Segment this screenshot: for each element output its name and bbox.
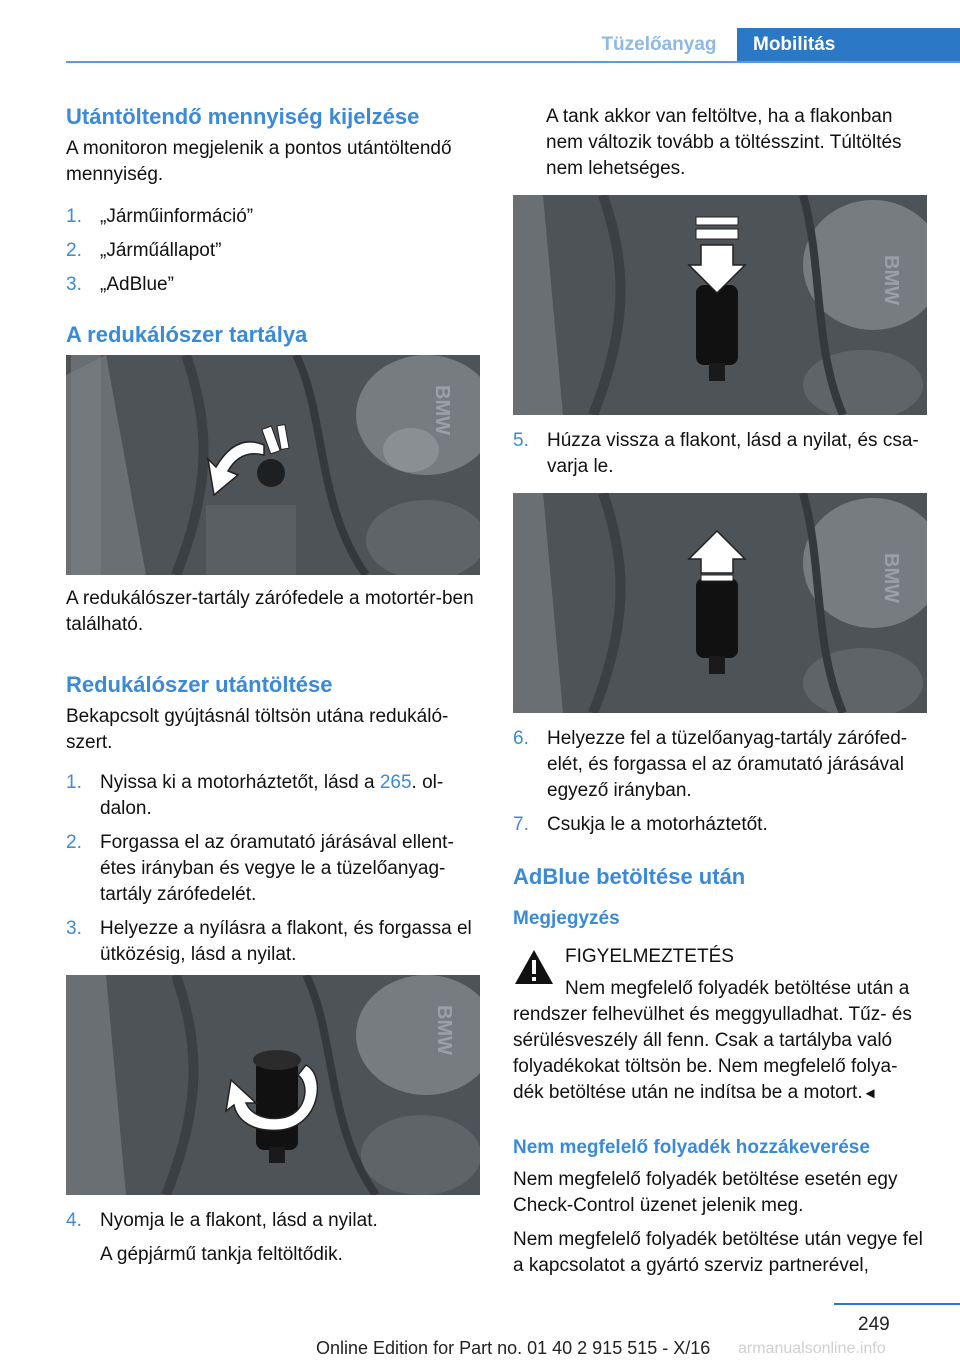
section-title-reductant-tank: A redukálószer tartálya <box>66 322 308 347</box>
left-column <box>66 104 480 348</box>
engine-bay-photo-pull-up <box>513 493 927 713</box>
warning-icon <box>514 949 554 985</box>
list-item <box>66 916 480 968</box>
right-column-intro <box>546 104 926 182</box>
refill-amount-text: A monitoron megjelenik a pontos utántöltendő mennyiség. <box>66 138 452 185</box>
refill-reductant-text: Bekapcsolt gyújtásnál töltsön utána redukáló-szert. <box>66 706 449 753</box>
list-text: Csukja le a motorháztetőt. <box>547 814 768 835</box>
engine-brand-text: BMW <box>880 255 902 305</box>
list-number: 3. <box>66 918 82 939</box>
list-item <box>513 428 927 480</box>
engine-bay-photo-bottle-twist <box>66 975 480 1195</box>
right-step5 <box>513 428 927 480</box>
list-item <box>66 272 480 298</box>
wrong-fluid-text-2: Nem megfelelő folyadék betöltése után vegye fel a kapcsolatot a gyártó szerviz partnerével, <box>513 1229 923 1276</box>
warning-block-body <box>513 1002 927 1279</box>
footer-rule <box>834 1303 960 1305</box>
section-title-wrong-fluid: Nem megfelelő folyadék hozzákeverése <box>513 1137 870 1158</box>
warning-text: rendszer felhevülhet és meggyulladhat. Tűz- és sérülésveszély áll fenn. Csak a tartályba való folyadékokat töltsön be. Nem megfelelő folya-dék betöltése után ne indítsa be a motort.◄ <box>513 1004 912 1103</box>
list-item <box>66 1208 480 1234</box>
engine-bay-photo-push-down <box>513 195 927 415</box>
section-title-after-adblue: AdBlue betöltése után <box>513 864 746 889</box>
list-item <box>66 204 480 230</box>
list-text: „Járműállapot” <box>100 240 222 261</box>
list-text: Helyezze a nyílásra a flakont, és forgassa el ütközésig, lásd a nyilat. <box>100 918 472 965</box>
list-number: 1. <box>66 772 82 793</box>
list-number: 2. <box>66 832 82 853</box>
wrong-fluid-text-1: Nem megfelelő folyadék betöltése esetén egy Check-Control üzenet jelenik meg. <box>513 1169 898 1216</box>
tank-full-text: A tank akkor van feltöltve, ha a flakonban nem változik tovább a töltésszint. Túltöltés nem lehetséges. <box>546 106 902 179</box>
end-mark: ◄ <box>862 1085 878 1102</box>
list-text: Húzza vissza a flakont, lásd a nyilat, és csa-varja le. <box>547 430 919 477</box>
list-text: . ol-dalon. <box>100 772 444 819</box>
list-text: „Járműinformáció” <box>100 206 254 227</box>
list-number: 1. <box>66 206 82 227</box>
list-item <box>66 238 480 264</box>
warning-block-head <box>565 944 927 1002</box>
page-number: 249 <box>858 1314 890 1335</box>
list-number: 7. <box>513 814 529 835</box>
list-text: Helyezze fel a tüzelőanyag-tartály zárófed-elét, és forgassa el az óramutató járásával egyező irányban. <box>547 728 908 801</box>
engine-brand-text: BMW <box>433 1005 455 1055</box>
header-tab-mobility[interactable]: Mobilitás <box>737 28 960 61</box>
list-number: 6. <box>513 728 529 749</box>
list-item <box>513 812 927 838</box>
note-heading: Megjegyzés <box>513 908 620 929</box>
list-item <box>66 770 480 822</box>
tank-caption: A redukálószer-tartály zárófedele a motortér-ben található. <box>66 588 474 635</box>
list-number: 4. <box>66 1210 82 1231</box>
menu-path-list <box>66 204 480 298</box>
section-title-refill-reductant: Redukálószer utántöltése <box>66 672 333 697</box>
warning-title: FIGYELMEZTETÉS <box>565 946 734 967</box>
section-title-refill-amount: Utántöltendő mennyiség kijelzése <box>66 104 420 129</box>
left-column-continued <box>66 586 480 968</box>
header-rule <box>66 61 960 63</box>
list-text: „AdBlue” <box>100 274 174 295</box>
page-link[interactable]: 265 <box>379 772 412 793</box>
tank-fill-note: A gépjármű tankja feltöltődik. <box>100 1244 343 1265</box>
list-number: 3. <box>66 274 82 295</box>
refill-steps-list <box>66 770 480 968</box>
list-text: Nyissa ki a motorháztetőt, lásd a <box>100 772 380 793</box>
engine-brand-text: BMW <box>431 385 453 435</box>
engine-bay-photo-cap <box>66 355 480 575</box>
list-text: Forgassa el az óramutató járásával ellent-étes irányban és vegye le a tüzelőanyag-tartály zárófedelét. <box>100 832 454 905</box>
list-number: 5. <box>513 430 529 451</box>
warning-text-first-line: Nem megfelelő folyadék betöltése után a <box>565 978 910 999</box>
engine-brand-text: BMW <box>880 553 902 603</box>
list-number: 2. <box>66 240 82 261</box>
list-item <box>66 830 480 908</box>
right-steps-6-7 <box>513 726 927 930</box>
watermark: armanualsonline.info <box>738 1340 886 1357</box>
header-tab-fuel[interactable]: Tüzelőanyag <box>601 34 717 55</box>
list-text: Nyomja le a flakont, lásd a nyilat. <box>100 1210 378 1231</box>
list-item <box>513 726 927 804</box>
footer-edition: Online Edition for Part no. 01 40 2 915 515 - X/16 <box>316 1338 711 1358</box>
left-column-bottom <box>66 1208 480 1268</box>
